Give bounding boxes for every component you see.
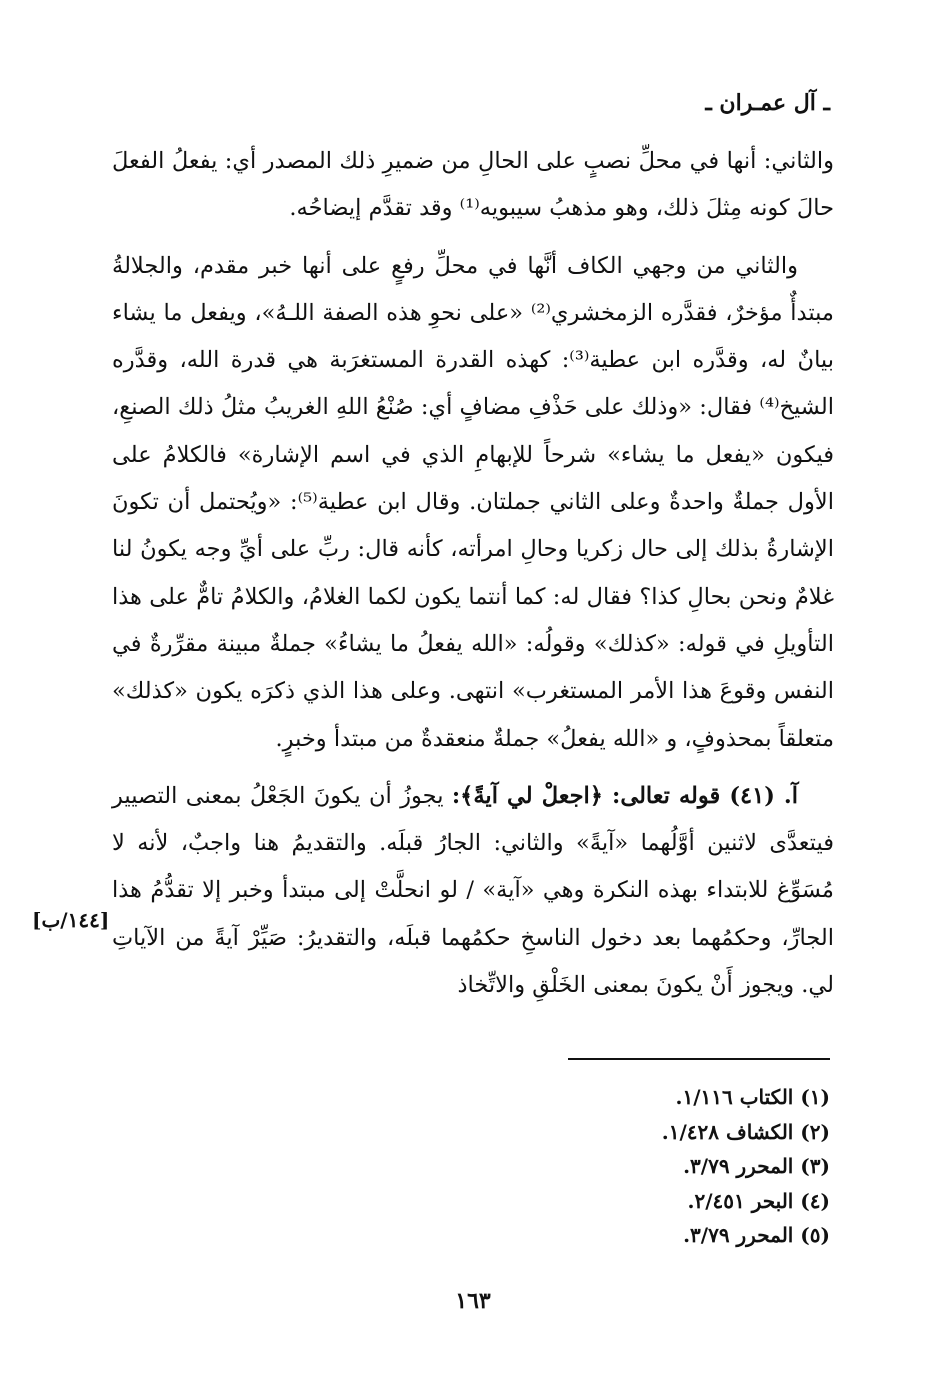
page-number: ١٦٣ — [455, 1288, 491, 1314]
footnote: (٢) الكشاف ١/٤٢٨. — [661, 1119, 830, 1144]
running-header: ـ آل عمـران ـ — [705, 90, 830, 116]
paragraph: والثاني من وجهي الكاف أنَّها في محلِّ رفعٍ على أنها خبر مقدم، والجلالةُ مبتدأٌ مؤخرٌ، فقدَّره الزمخشري⁽²⁾ «على نحوِ هذه الصفة اللـهُ»، ويفعل ما يشاء بيانٌ له، وقدَّره ابن عطية⁽³⁾: كهذه القدرة المستغرَبة هي قدرة الله، وقدَّره الشيخ⁽⁴⁾ فقال: «وذلك على حَذْفِ مضافٍ أي: صُنْعُ اللهِ الغريبُ مثلُ ذلك الصنعِ، فيكون «يفعل ما يشاء» شرحاً للإبهامِ الذي في اسم الإشارة» فالكلامُ على الأول جملةٌ واحدةٌ وعلى الثاني جملتان. وقال ابن عطية⁽⁵⁾: «ويُحتمل أن تكونَ الإشارةُ بذلك إلى حال زكريا وحالِ امرأته، كأنه قال: ربِّ على أيِّ وجه يكونُ لنا غلامٌ ونحن بحالِ كذا؟ فقال له: كما أنتما يكون لكما الغلامُ، والكلامُ تامٌّ على هذا التأويلِ في قوله: «كذلك» وقولُه: «الله يفعلُ ما يشاءُ» جملةٌ مبينة مقرِّرةٌ في النفس وقوعَ هذا الأمر المستغرب» انتهى. وعلى هذا الذي ذكرَه يكون «كذلك» متعلقاً بمحذوفٍ، و «الله يفعلُ» جملةٌ منعقدةٌ من مبتدأ وخبرٍ. — [112, 252, 834, 752]
verse-heading: آ. (٤١) قوله تعالى: ﴿اجعلْ لي آيةً﴾: — [451, 782, 798, 809]
section-paragraph — [112, 773, 834, 1009]
manuscript-folio-note: [١٤٤/ب] — [32, 908, 110, 932]
footnote: (٥) المحرر ٣/٧٩. — [683, 1223, 830, 1247]
footnotes-list — [662, 1080, 830, 1253]
footnote: (٤) البحر ٢/٤٥١. — [687, 1188, 830, 1213]
section-text: يجوزُ أن يكونَ الجَعْلُ بمعنى التصيير فيتعدَّى لاثنين أوَّلُهما «آيةً» والثاني: الجارُ قبلَه. والتقديمُ هنا واجبٌ، لأنه لا مُسَوِّغ للابتداء بهذه النكرة وهي «آية» / لو انحلَّتْ إلى مبتدأ وخبر إلا تقدُّمُ هذا الجارِّ، وحكمُهما بعد دخول الناسخِ حكمُهما قبلَه، والتقديرُ: صَيِّرْ آيةً من الآياتِ لي. ويجوز أَنْ يكونَ بمعنى الخَلْقِ والاتِّخاذ — [112, 782, 834, 999]
footnote: (١) الكتاب ١/١١٦. — [675, 1085, 830, 1109]
main-text — [112, 138, 834, 1009]
footnote: (٣) المحرر ٣/٧٩. — [683, 1154, 830, 1178]
paragraph: والثاني: أنها في محلِّ نصبٍ على الحالِ من ضميرِ ذلك المصدر أي: يفعلُ الفعلَ حالَ كونه مِثلَ ذلك، وهو مذهبُ سيبويه⁽¹⁾ وقد تقدَّم إيضاحُه. — [112, 148, 834, 222]
footnote-divider — [568, 1058, 830, 1060]
